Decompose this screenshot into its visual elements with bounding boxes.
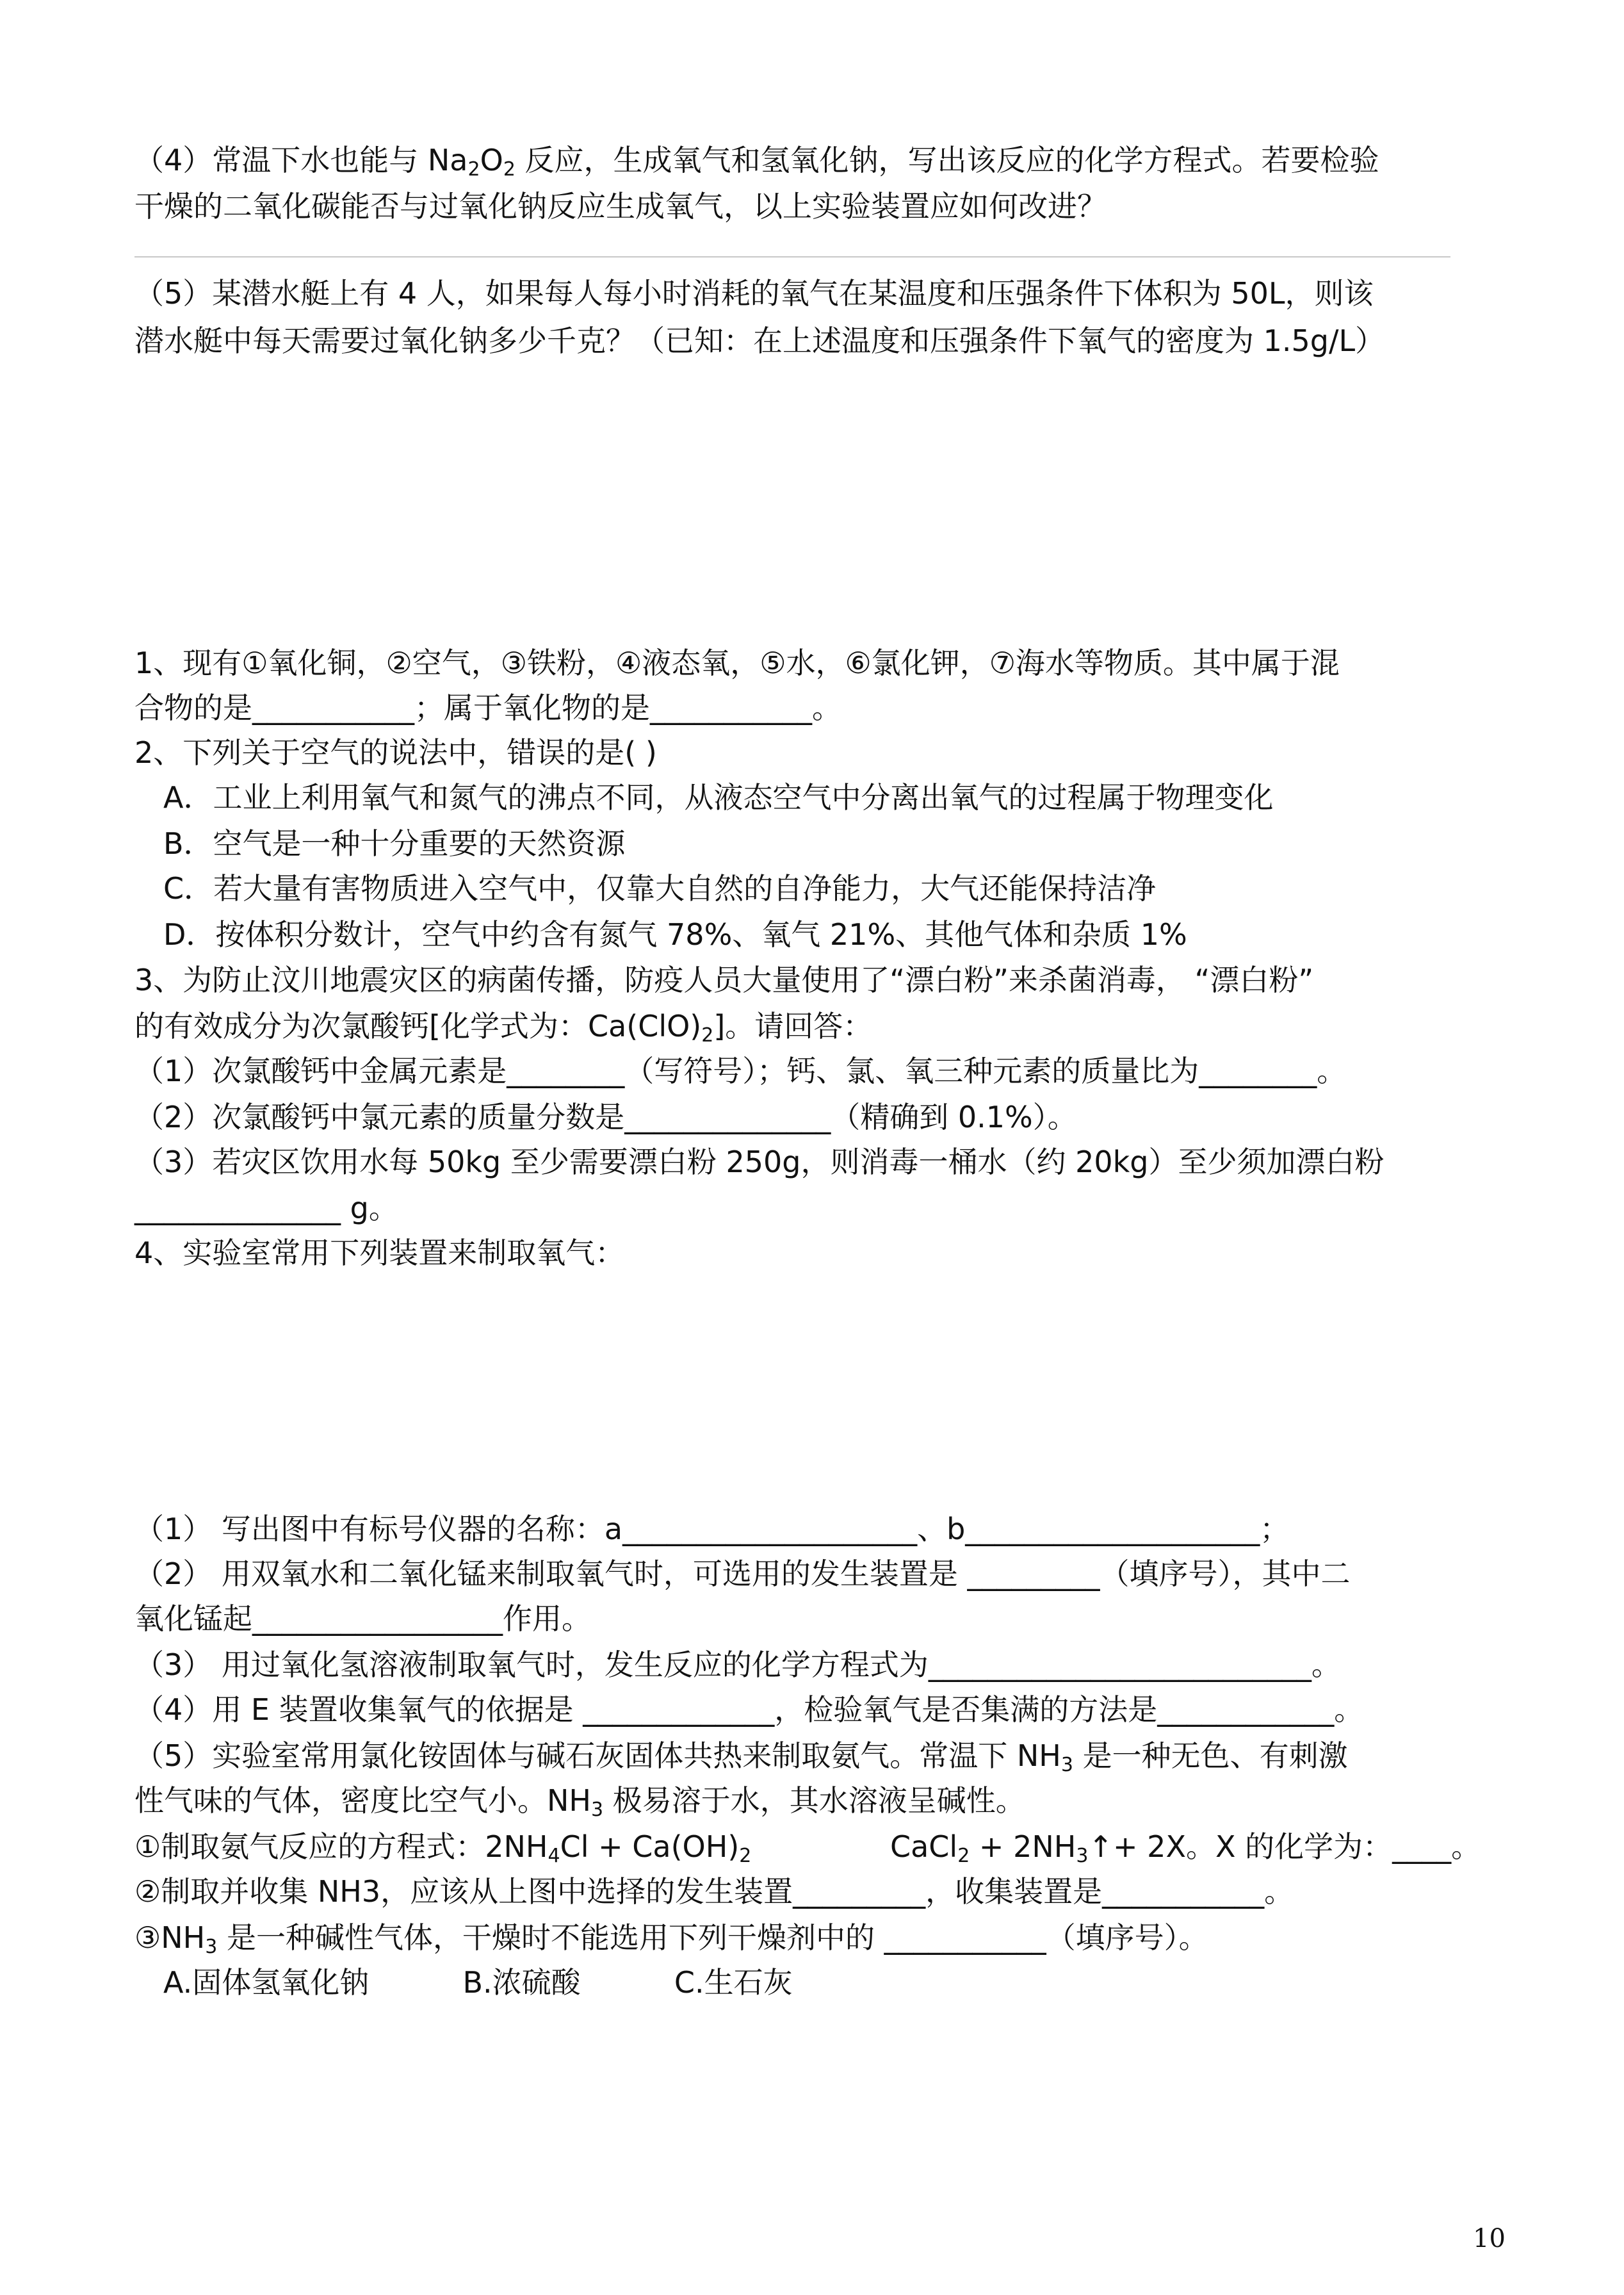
page-number: 10 (1473, 2224, 1506, 2253)
p4-r3: $③NH_3$ 是一种碱性气体，干燥时不能选用下列干燥剂中的 ___________（填序号）。 (134, 1920, 1208, 1958)
p2-option-b: B．空气是一种十分重要的天然资源 (163, 826, 626, 861)
p3-q3: （3）若灾区饮用水每 50kg 至少需要漂白粉 250g，则消毒一桶水（约 20kg）至少须加漂白粉 (134, 1145, 1384, 1179)
p2-option-c: C．若大量有害物质进入空气中，仅靠大自然的自净能力，大气还能保持洁净 (163, 871, 1157, 906)
p2-stem: 2、下列关于空气的说法中，错误的是( ) (134, 735, 657, 770)
p4-s5a: （5）实验室常用氯化铵固体与碱石灰固体共热来制取氨气。常温下 $NH_3$ 是一种无色、有刺激 (134, 1738, 1348, 1776)
p4-s4: （4）用 E 装置收集氧气的依据是 _____________，检验氧气是否集满的方法是____________。 (134, 1692, 1364, 1727)
p3-line1: 3、为防止汶川地震灾区的病菌传播，防疫人员大量使用了“漂白粉”来杀菌消毒， “漂白粉” (134, 963, 1314, 997)
p2-option-d: D．按体积分数计，空气中约含有氮气 78%、氧气 21%、其他气体和杂质 1% (163, 917, 1187, 952)
p2-option-a: A．工业上利用氧气和氮气的沸点不同，从液态空气中分离出氧气的过程属于物理变化 (163, 780, 1274, 815)
p4-s2b: 氧化锰起_________________作用。 (134, 1601, 591, 1636)
q4-4-line2: 干燥的二氧化碳能否与过氧化钠反应生成氧气，以上实验装置应如何改进？ (134, 189, 1107, 224)
answer-rule (134, 256, 1450, 257)
p4-r1-left: ①制取氨气反应的方程式：$2NH_4Cl + Ca(OH)_2$ (134, 1829, 752, 1867)
p4-s1: （1） 写出图中有标号仪器的名称：a____________________、b____________________； (134, 1512, 1290, 1546)
p4-stem: 4、实验室常用下列装置来制取氧气： (134, 1236, 625, 1270)
p3-q2: （2）次氯酸钙中氯元素的质量分数是______________（精确到 0.1%）。 (134, 1100, 1077, 1134)
p4-s2a: （2） 用双氧水和二氧化锰来制取氧气时，可选用的发生装置是 _________（填序号），其中二 (134, 1556, 1351, 1591)
p3-q3-answer: ______________ g。 (134, 1191, 398, 1225)
p3-line2: 的有效成分为次氯酸钙[化学式为：$Ca(ClO)_2$]。请回答： (134, 1009, 873, 1047)
q4-5-line2: 潜水艇中每天需要过氧化钠多少千克？（已知：在上述温度和压强条件下氧气的密度为 1.5g/L） (134, 323, 1385, 358)
p4-r1-right: CaCl$_2$ + $2NH_3↑+ 2X$。X 的化学为：____。 (890, 1829, 1481, 1867)
p4-options: A.固体氢氧化钠 B.浓硫酸 C.生石灰 (163, 1965, 793, 2000)
p4-s3: （3） 用过氧化氢溶液制取氧气时，发生反应的化学方程式为__________________________。 (134, 1647, 1341, 1682)
q4-5-line1: （5）某潜水艇上有 4 人，如果每人每小时消耗的氧气在某温度和压强条件下体积为 50L，则该 (134, 276, 1374, 311)
p1-line2: 合物的是___________；属于氧化物的是___________。 (134, 690, 841, 725)
p3-q1: （1）次氯酸钙中金属元素是________（写符号）；钙、氯、氧三种元素的质量比为________。 (134, 1054, 1347, 1088)
p4-s5b: 性气味的气体，密度比空气小。$NH_3$ 极易溶于水，其水溶液呈碱性。 (134, 1783, 1025, 1821)
q4-4-line1: （4）常温下水也能与 $Na_2O_2$ 反应，生成氧气和氢氧化钠，写出该反应的化学方程式。若要检验 (134, 143, 1379, 181)
p1-line1: 1、现有①氧化铜，②空气，③铁粉，④液态氧，⑤水，⑥氯化钾，⑦海水等物质。其中属于混 (134, 646, 1340, 680)
p4-r2: ②制取并收集 NH3，应该从上图中选择的发生装置_________，收集装置是___________。 (134, 1874, 1294, 1909)
